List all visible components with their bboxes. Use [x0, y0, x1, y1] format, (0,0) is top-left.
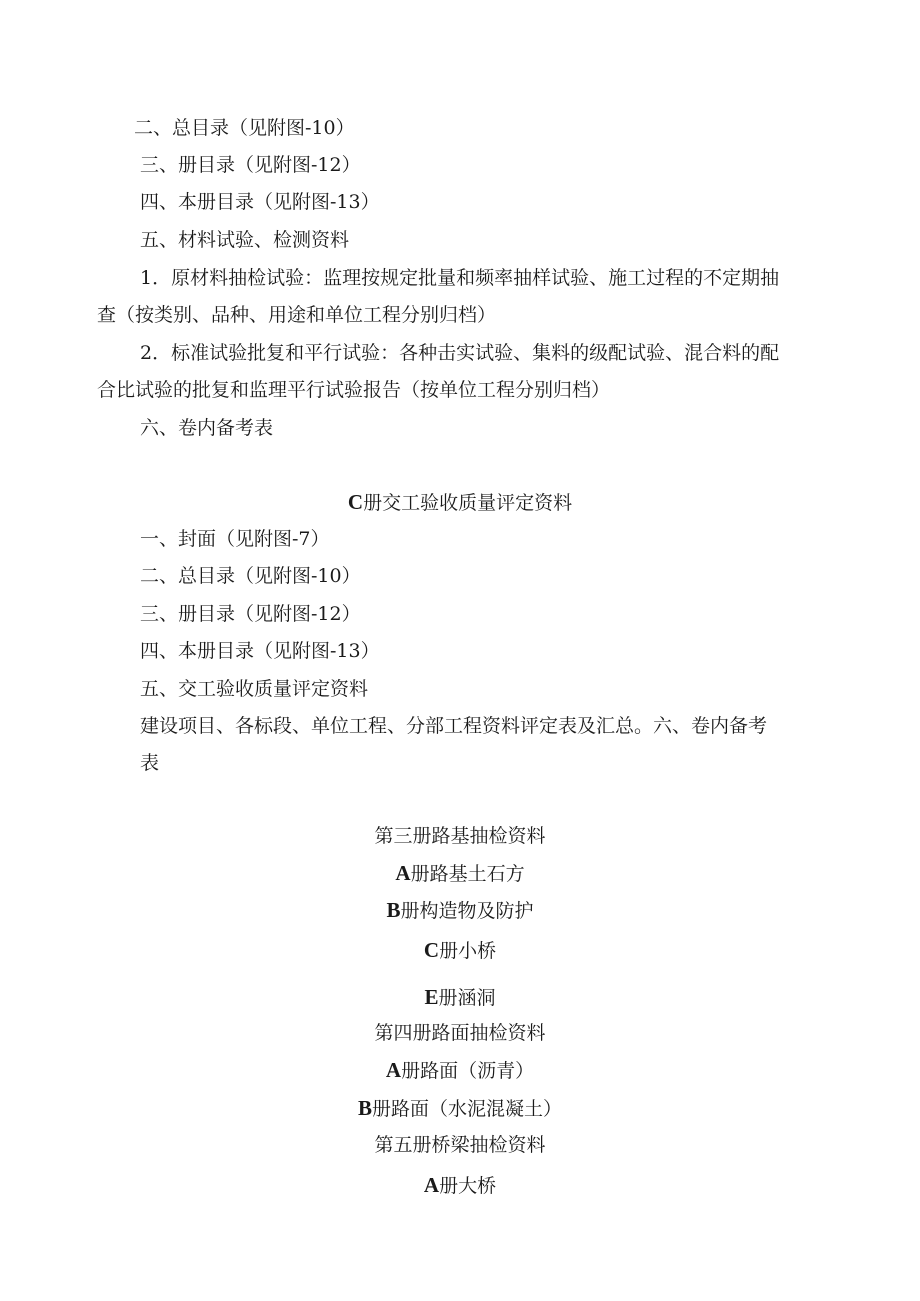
volume-part [0, 1058, 920, 1083]
part-text: 册路面（沥青） [401, 1060, 535, 1082]
section-heading [0, 490, 920, 515]
part-text: 册构造物及防护 [400, 900, 534, 922]
part-text: 册小桥 [439, 940, 497, 962]
part-letter: C [423, 938, 440, 962]
list-item: 四、本册目录（见附图-13） [140, 640, 380, 662]
list-item: 三、册目录（见附图-12） [140, 154, 361, 176]
part-letter: B [357, 1096, 372, 1120]
heading-text: 册交工验收质量评定资料 [363, 492, 573, 514]
list-item: 二、总目录（见附图-10） [134, 117, 355, 139]
paragraph-line: 1．原材料抽检试验：监理按规定批量和频率抽样试验、施工过程的不定期抽 [140, 267, 780, 289]
paragraph-line: 查（按类别、品种、用途和单位工程分别归档） [97, 304, 497, 326]
volume-part [0, 1173, 920, 1198]
part-text: 册路基土石方 [410, 863, 525, 885]
volume-part [0, 898, 920, 923]
paragraph-line: 2．标准试验批复和平行试验：各种击实试验、集料的级配试验、混合料的配 [140, 342, 780, 364]
volume-title: 第四册路面抽检资料 [374, 1022, 546, 1044]
heading-letter: C [347, 490, 364, 514]
list-item: 五、材料试验、检测资料 [140, 229, 350, 251]
part-letter: B [386, 898, 401, 922]
paragraph-line: 合比试验的批复和监理平行试验报告（按单位工程分别归档） [97, 379, 611, 401]
volume-part [0, 985, 920, 1010]
list-item: 四、本册目录（见附图-13） [140, 191, 380, 213]
part-text: 册涵洞 [438, 987, 496, 1009]
list-item: 六、卷内备考表 [140, 417, 274, 439]
part-letter: A [395, 861, 411, 885]
volume-part [0, 861, 920, 886]
part-letter: A [385, 1058, 402, 1082]
list-item: 二、总目录（见附图-10） [140, 565, 361, 587]
volume-title: 第五册桥梁抽检资料 [374, 1134, 546, 1156]
part-text: 册大桥 [439, 1175, 497, 1197]
volume-part [0, 938, 920, 963]
paragraph-line: 建设项目、各标段、单位工程、分部工程资料评定表及汇总。六、卷内备考 [140, 715, 768, 737]
paragraph-line: 表 [140, 752, 160, 774]
volume-title: 第三册路基抽检资料 [374, 825, 546, 847]
list-item: 三、册目录（见附图-12） [140, 603, 361, 625]
part-letter: A [423, 1173, 440, 1197]
part-letter: E [424, 985, 439, 1009]
part-text: 册路面（水泥混凝土） [372, 1098, 563, 1120]
list-item: 一、封面（见附图-7） [140, 528, 330, 550]
list-item: 五、交工验收质量评定资料 [140, 678, 369, 700]
volume-part [0, 1096, 920, 1121]
